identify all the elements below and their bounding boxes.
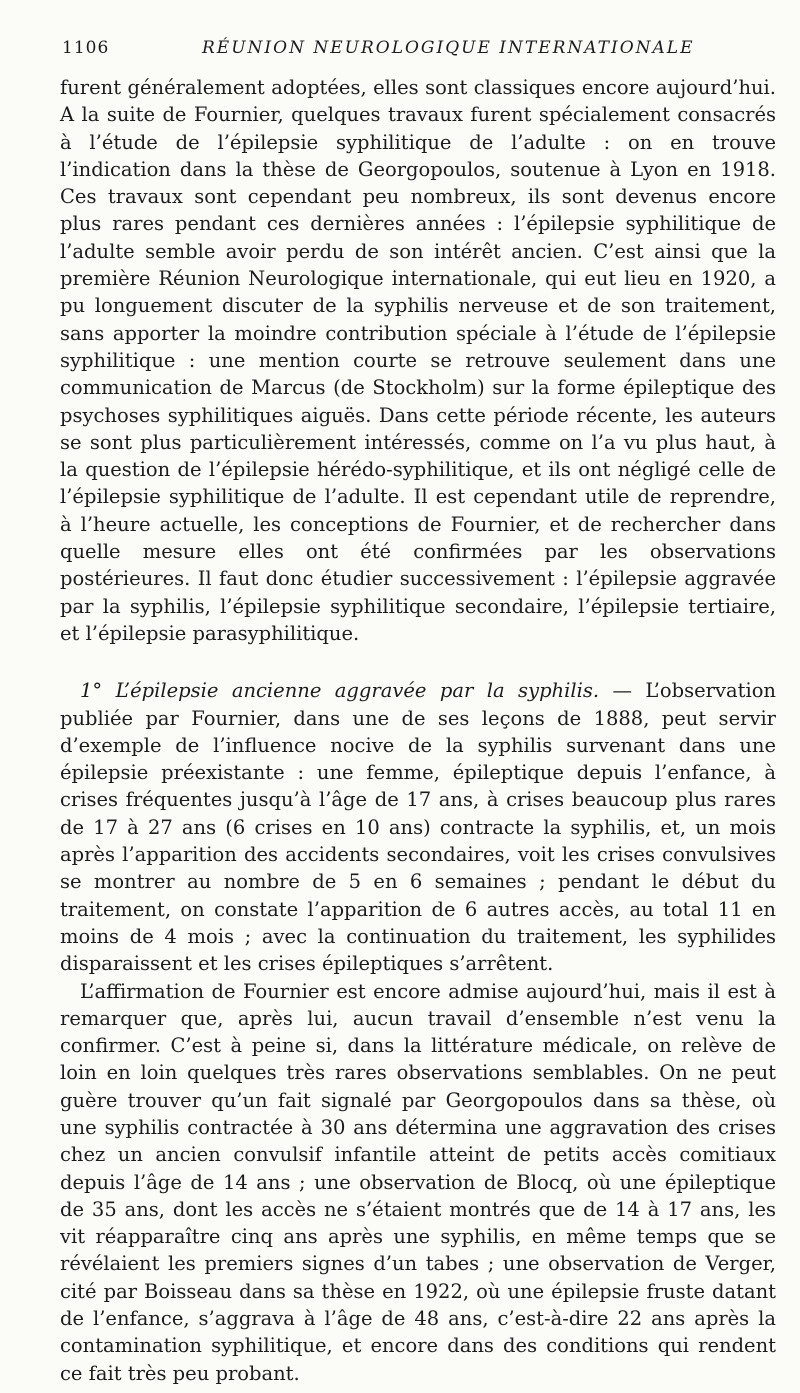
paragraph-2-text: — L’observation publiée par Fournier, dans une de ses leçons de 1888, peut servir d’exemple de l’influence nocive de la syphilis survenant dans une épilepsie préexistante : une femme, épileptique depuis l’enfance, à crises fréquentes jusqu’à l’âge de 17 ans, à crises beaucoup plus rares de 17 à 27 ans (6 crises en 10 ans) contracte la syphilis, et, un mois après l’apparition des accidents secondaires, voit les crises convulsives se montrer au nombre de 5 en 6 semaines ; pendant le début du traitement, on constate l’apparition de 6 autres accès, au total 11 en moins de 4 mois ; avec la continuation du traitement, les syphilides disparaissent et les crises épileptiques s’arrêtent.: [60, 679, 776, 976]
page-number: 1106: [62, 38, 110, 58]
running-header: [62, 38, 752, 64]
section-heading: 1° L’épilepsie ancienne aggravée par la syphilis.: [80, 679, 600, 703]
paragraph-1: furent généralement adoptées, elles sont classiques encore aujourd’hui. A la suite de Fournier, quelques travaux furent spécialement consacrés à l’étude de l’épilepsie syphilitique de l’adulte : on en trouve l’indication dans la thèse de Georgopoulos, soutenue à Lyon en 1918. Ces travaux sont cependant peu nombreux, ils sont devenus encore plus rares pendant ces dernières années : l’épilepsie syphilitique de l’adulte semble avoir perdu de son intérêt ancien. C’est ainsi que la première Réunion Neurologique internationale, qui eut lieu en 1920, a pu longuement discuter de la syphilis nerveuse et de son traitement, sans apporter la moindre contribution spéciale à l’étude de l’épilepsie syphilitique : une mention courte se retrouve seulement dans une communication de Marcus (de Stockholm) sur la forme épileptique des psychoses syphilitiques aiguës. Dans cette période récente, les auteurs se sont plus particulièrement intéressés, comme on l’a vu plus haut, à la question de l’épilepsie hérédo-syphilitique, et ils ont négligé celle de l’épilepsie syphilitique de l’adulte. Il est cependant utile de reprendre, à l’heure actuelle, les conceptions de Fournier, et de rechercher dans quelle mesure elles ont été confirmées par les observations postérieures. Il faut donc étudier successivement : l’épilepsie aggravée par la syphilis, l’épilepsie syphilitique secondaire, l’épilepsie tertiaire, et l’épilepsie parasyphilitique.: [60, 76, 776, 645]
body-text: [60, 74, 776, 1387]
paragraph-2: [60, 677, 776, 977]
paragraph-3: L’affirmation de Fournier est encore admise aujourd’hui, mais il est à remarquer que, après lui, aucun travail d’ensemble n’est venu la confirmer. C’est à peine si, dans la littérature médicale, on relève de loin en loin quelques très rares observations semblables. On ne peut guère trouver qu’un fait signalé par Georgopoulos dans sa thèse, où une syphilis contractée à 30 ans détermina une aggravation des crises chez un ancien convulsif infantile atteint de petits accès comitiaux depuis l’âge de 14 ans ; une observation de Blocq, où une épileptique de 35 ans, dont les accès ne s’étaient montrés que de 14 à 17 ans, les vit réapparaître cinq ans après une syphilis, en même temps que se révélaient les premiers signes d’un tabes ; une observation de Verger, cité par Boisseau dans sa thèse en 1922, où une épilepsie fruste datant de l’enfance, s’aggrava à l’âge de 48 ans, c’est-à-dire 22 ans après la contamination syphilitique, et encore dans des conditions qui rendent ce fait très peu probant.: [60, 979, 776, 1385]
running-title: RÉUNION NEUROLOGIQUE INTERNATIONALE: [202, 38, 695, 58]
